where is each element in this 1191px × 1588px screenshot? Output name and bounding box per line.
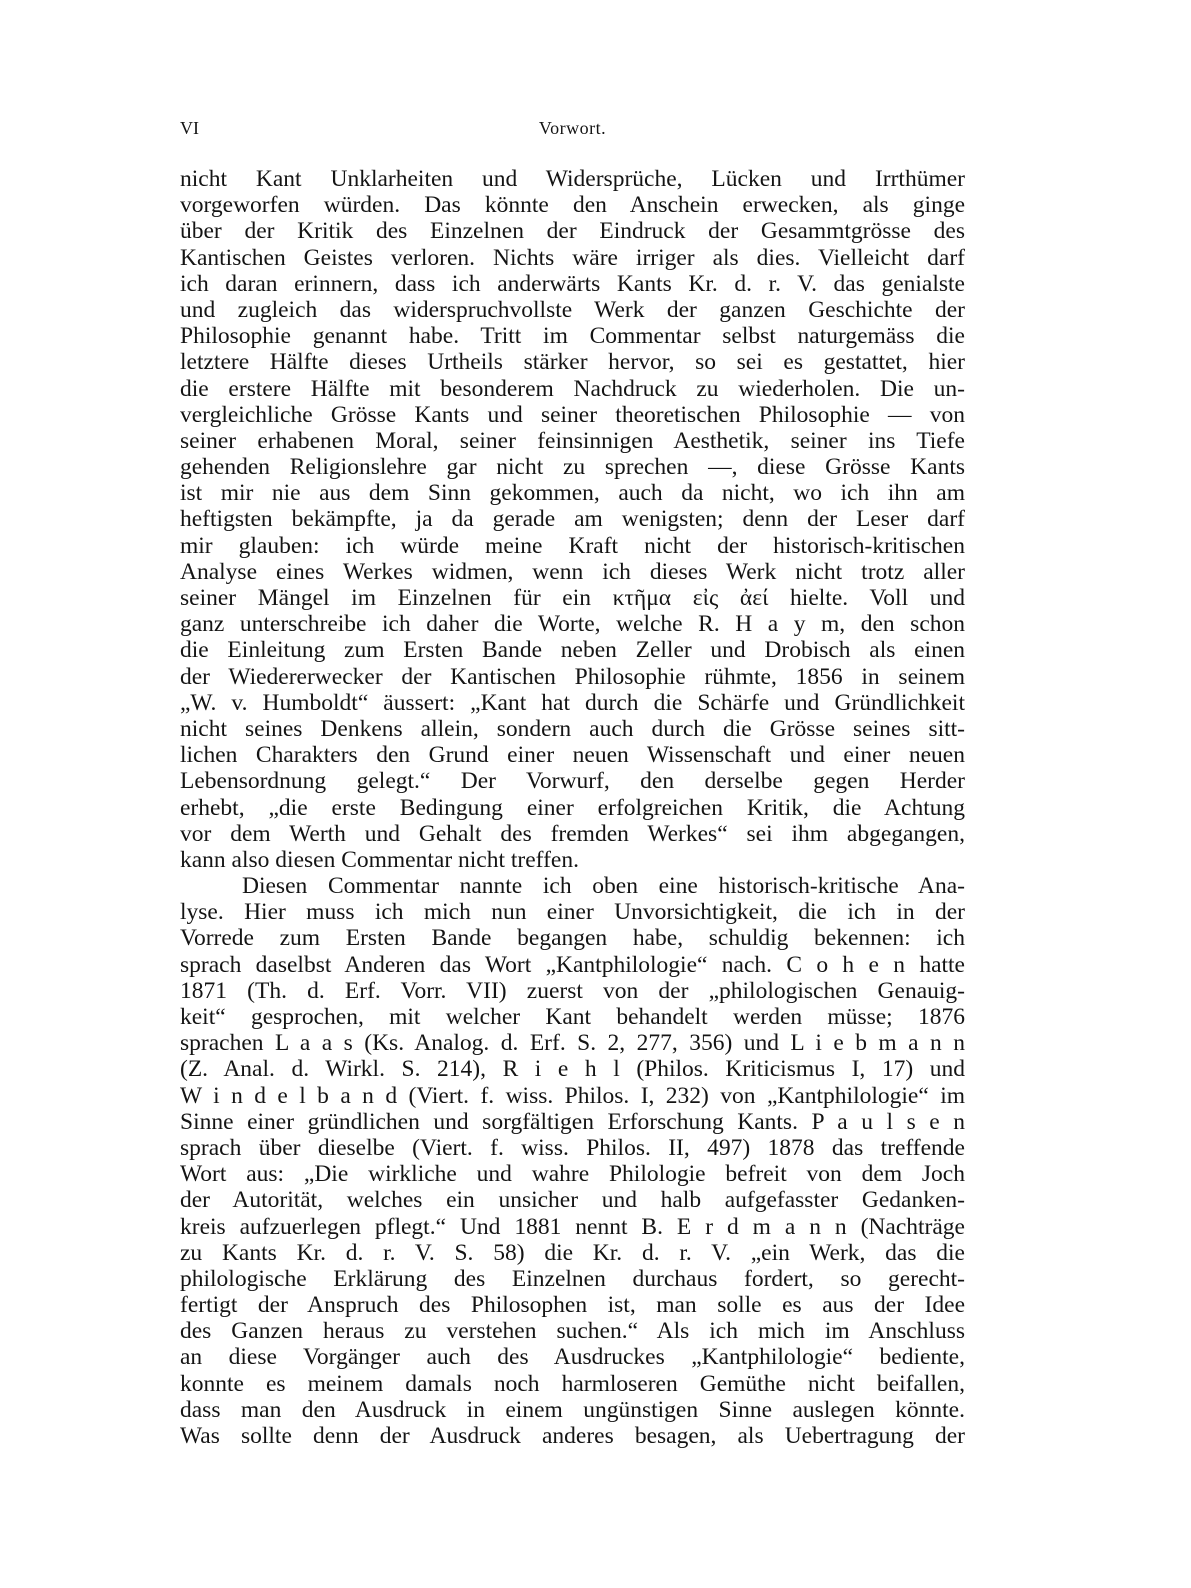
text-line: konnte es meinem damals noch harmloseren Gemüthe nicht beifallen, xyxy=(180,1370,965,1397)
text-line: Vorrede zum Ersten Bande begangen habe, schuldig bekennen: ich xyxy=(180,925,965,952)
text-line: Analyse eines Werkes widmen, wenn ich dieses Werk nicht trotz aller xyxy=(180,558,965,585)
text-line: seiner erhabenen Moral, seiner feinsinnigen Aesthetik, seiner ins Tiefe xyxy=(180,427,965,454)
text-line: und zugleich das widerspruchvollste Werk der ganzen Geschichte der xyxy=(180,296,965,323)
text-line: gehenden Religionslehre gar nicht zu sprechen —, diese Grösse Kants xyxy=(180,454,965,481)
text-line: zu Kants Kr. d. r. V. S. 58) die Kr. d. r. V. „ein Werk, das die xyxy=(180,1239,965,1266)
paragraph xyxy=(180,166,965,873)
running-head xyxy=(180,118,965,142)
text-line: „W. v. Humboldt“ äussert: „Kant hat durch die Schärfe und Gründlichkeit xyxy=(180,689,965,716)
text-line: vorgeworfen würden. Das könnte den Anschein erwecken, als ginge xyxy=(180,192,965,219)
text-line: Wort aus: „Die wirkliche und wahre Philologie befreit von dem Joch xyxy=(180,1161,965,1188)
text-line: ich daran erinnern, dass ich anderwärts Kants Kr. d. r. V. das genialste xyxy=(180,270,965,297)
text-line: dass man den Ausdruck in einem ungünstigen Sinne auslegen könnte. xyxy=(180,1396,965,1423)
text-line: Lebensordnung gelegt.“ Der Vorwurf, den derselbe gegen Herder xyxy=(180,768,965,795)
text-line: die Einleitung zum Ersten Bande neben Zeller und Drobisch als einen xyxy=(180,637,965,664)
text-line: nicht seines Denkens allein, sondern auch durch die Grösse seines sitt- xyxy=(180,715,965,742)
text-line: über der Kritik des Einzelnen der Eindruck der Gesammtgrösse des xyxy=(180,218,965,245)
text-line: lichen Charakters den Grund einer neuen Wissenschaft und einer neuen xyxy=(180,742,965,769)
text-line: der Autorität, welches ein unsicher und halb aufgefasster Gedanken- xyxy=(180,1187,965,1214)
text-line: philologische Erklärung des Einzelnen durchaus fordert, so gerecht- xyxy=(180,1265,965,1292)
text-line: heftigsten bekämpfte, ja da gerade am wenigsten; denn der Leser darf xyxy=(180,506,965,533)
text-line: Kantischen Geistes verloren. Nichts wäre irriger als dies. Vielleicht darf xyxy=(180,244,965,271)
running-title: Vorwort. xyxy=(538,118,607,138)
text-line: keit“ gesprochen, mit welcher Kant behandelt werden müsse; 1876 xyxy=(180,1004,965,1030)
text-line: des Ganzen heraus zu verstehen suchen.“ Als ich mich im Anschluss xyxy=(180,1318,965,1345)
text-line: Philosophie genannt habe. Tritt im Commentar selbst naturgemäss die xyxy=(180,323,965,350)
text-line: sprach über dieselbe (Viert. f. wiss. Philos. II, 497) 1878 das treffende xyxy=(180,1134,965,1161)
text-line: kann also diesen Commentar nicht treffen. xyxy=(180,846,579,873)
text-line: W i n d e l b a n d (Viert. f. wiss. Philos. I, 232) von „Kantphilologie“ im xyxy=(180,1082,965,1109)
paragraph xyxy=(180,873,965,1449)
text-line: der Wiedererwecker der Kantischen Philosophie rühmte, 1856 in seinem xyxy=(180,663,965,690)
text-line: ist mir nie aus dem Sinn gekommen, auch da nicht, wo ich ihn am xyxy=(180,480,965,507)
text-line: an diese Vorgänger auch des Ausdruckes „Kantphilologie“ bediente, xyxy=(180,1344,965,1371)
text-line: 1871 (Th. d. Erf. Vorr. VII) zuerst von der „philologischen Genauig- xyxy=(180,977,965,1004)
text-line: sprach daselbst Anderen das Wort „Kantphilologie“ nach. C o h e n hatte xyxy=(180,951,965,978)
text-line: fertigt der Anspruch des Philosophen ist, man solle es aus der Idee xyxy=(180,1292,965,1319)
text-line: kreis aufzuerlegen pflegt.“ Und 1881 nennt B. E r d m a n n (Nachträge xyxy=(180,1213,965,1240)
text-line: (Z. Anal. d. Wirkl. S. 214), R i e h l (Philos. Kriticismus I, 17) und xyxy=(180,1056,965,1083)
text-line: nicht Kant Unklarheiten und Widersprüche, Lücken und Irrthümer xyxy=(180,166,965,192)
text-line: die erstere Hälfte mit besonderem Nachdruck zu wiederholen. Die un- xyxy=(180,375,965,402)
text-line: lyse. Hier muss ich mich nun einer Unvorsichtigkeit, die ich in der xyxy=(180,899,965,926)
text-line: letztere Hälfte dieses Urtheils stärker hervor, so sei es gestattet, hier xyxy=(180,349,965,376)
text-line: Diesen Commentar nannte ich oben eine historisch-kritische Ana- xyxy=(242,873,965,900)
text-line: vor dem Werth und Gehalt des fremden Werkes“ sei ihm abgegangen, xyxy=(180,820,965,847)
text-line: erhebt, „die erste Bedingung einer erfolgreichen Kritik, die Achtung xyxy=(180,794,965,821)
text-line: vergleichliche Grösse Kants und seiner theoretischen Philosophie — von xyxy=(180,401,965,428)
text-line: Was sollte denn der Ausdruck anderes besagen, als Uebertragung der xyxy=(180,1423,965,1449)
body-text xyxy=(180,166,965,1449)
text-line: Sinne einer gründlichen und sorgfältigen Erforschung Kants. P a u l s e n xyxy=(180,1108,965,1135)
page-number: VI xyxy=(180,118,199,138)
text-line: ganz unterschreibe ich daher die Worte, welche R. H a y m, den schon xyxy=(180,611,965,638)
text-line: sprachen L a a s (Ks. Analog. d. Erf. S. 2, 277, 356) und L i e b m a n n xyxy=(180,1030,965,1057)
text-line: mir glauben: ich würde meine Kraft nicht der historisch-kritischen xyxy=(180,532,965,559)
text-line: seiner Mängel im Einzelnen für ein κτῆμα εἰς ἀεί hielte. Voll und xyxy=(180,585,965,611)
